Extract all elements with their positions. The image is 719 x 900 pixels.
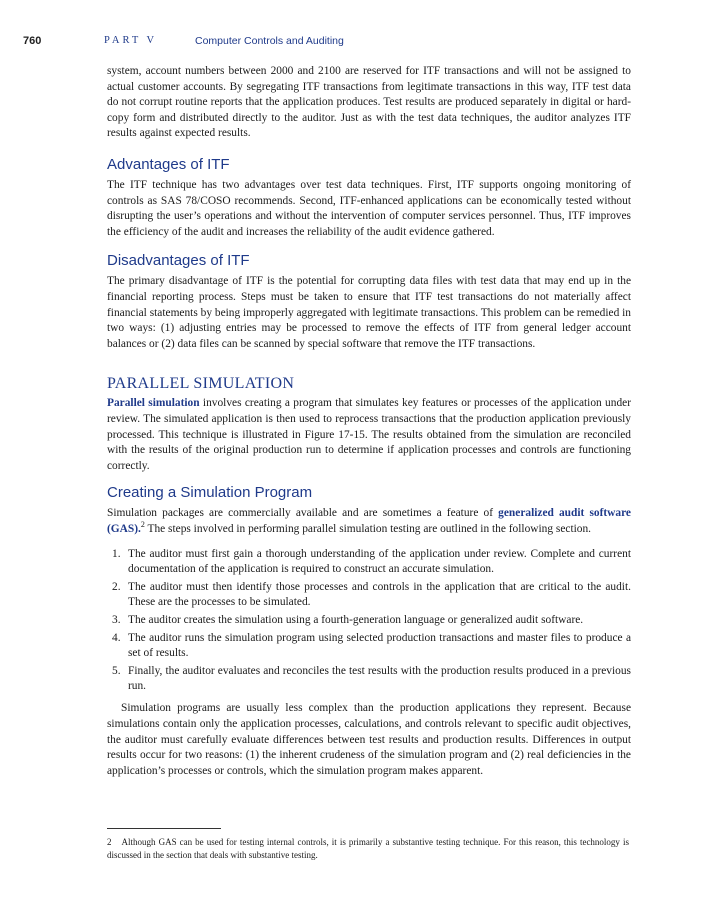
- disadvantages-paragraph: The primary disadvantage of ITF is the potential for corrupting data files with test data that may end up in the financial reporting process. Steps must be taken to ensure that ITF test transactions do not materially affect financial statements by being improperly aggregated with legitimate transactions. This problem can be remedied in two ways: (1) adjusting entries may be processed to remove the effects of ITF from general ledger account balances or (2) data files can be scanned by special software that remove the ITF transactions.: [107, 275, 631, 350]
- disadvantages-heading: Disadvantages of ITF: [107, 252, 250, 270]
- page-body: [107, 64, 631, 779]
- creating-simulation-heading: Creating a Simulation Program: [107, 484, 313, 502]
- intro-paragraph: system, account numbers between 2000 and 2100 are reserved for ITF transactions and will not be assigned to actual customer accounts. By segregating ITF transactions from legitimate transactions in this way, ITF test data do not corrupt routine reports that the application produces. Test results are produced separately in digital or hard-copy form and distributed directly to the auditor. Just as with the test data techniques, the auditor analyzes ITF results against expected results.: [107, 65, 631, 140]
- parallel-simulation-paragraph: [107, 396, 631, 474]
- creating-body-before: Simulation packages are commercially available and are sometimes a feature of: [107, 507, 499, 520]
- chapter-title: Computer Controls and Auditing: [195, 35, 344, 47]
- parallel-simulation-body: involves creating a program that simulates key features or processes of the application under review. The simulated application is then used to reprocess transactions that the production application previously processed. This technique is illustrated in Figure 17-15. The results obtained from the simulation are reconciled with the results of the original production run to determine if application processes and controls are functioning correctly.: [107, 397, 631, 472]
- footnote-divider: [107, 828, 221, 829]
- list-item: 2. The auditor must then identify those processes and controls in the application that are critical to the audit. These are the processes to be simulated.: [112, 581, 631, 609]
- footnote: [107, 836, 629, 862]
- list-item: 4. The auditor runs the simulation program using selected production transactions and master files to produce a set of results.: [112, 632, 631, 660]
- list-item: 1. The auditor must first gain a thorough understanding of the application under review. Complete and current documentation of the application is required to construct an accurate simulation.: [112, 548, 631, 576]
- advantages-heading: Advantages of ITF: [107, 155, 230, 173]
- footnote-ref: 2: [140, 520, 145, 530]
- creating-simulation-paragraph: [107, 506, 631, 537]
- list-item: 5. Finally, the auditor evaluates and reconciles the test results with the production results produced in a previous run.: [112, 665, 631, 693]
- advantages-paragraph: The ITF technique has two advantages over test data techniques. First, ITF supports ongoing monitoring of controls as SAS 78/COSO recommends. Second, ITF-enhanced applications can be economically tested without disrupting the user’s operations and without the intervention of computer services personnel. Thus, ITF improves the efficiency of the audit and increases the reliability of the audit evidence gathered.: [107, 178, 631, 238]
- creating-body-after: The steps involved in performing parallel simulation testing are outlined in the following section.: [144, 522, 592, 535]
- page-number: 760: [23, 35, 42, 47]
- term-gas: generalized audit software (GAS).: [107, 507, 631, 535]
- parallel-simulation-heading: PARALLEL SIMULATION: [107, 375, 295, 393]
- footnote-text: Although GAS can be used for testing internal controls, it is primarily a substantive testing technique. For this reason, this technology is discussed in the section that deals with substantive testing.: [107, 837, 629, 860]
- footnote-number: 2: [107, 837, 112, 847]
- part-label: PART V: [104, 35, 158, 46]
- simulation-steps-list: [107, 547, 631, 694]
- term-parallel-simulation: Parallel simulation: [107, 397, 200, 410]
- closing-paragraph: Simulation programs are usually less complex than the production applications they represent. Because simulations contain only the application processes, calculations, and controls relevant to specific audit objectives, the auditor must carefully evaluate differences between test results and production results. Differences in output results occur for two reasons: (1) the inherent crudeness of the simulation program and (2) real deficiencies in the application’s processes or controls, which the simulation program makes apparent.: [107, 702, 631, 777]
- list-item: 3. The auditor creates the simulation using a fourth-generation language or generalized audit software.: [112, 614, 584, 627]
